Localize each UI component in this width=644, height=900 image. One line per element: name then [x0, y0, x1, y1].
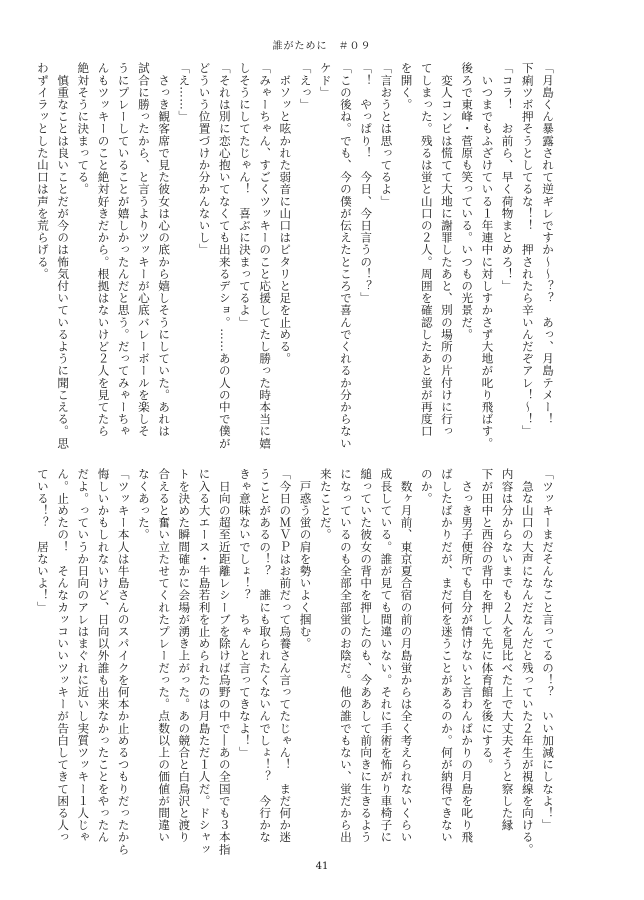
- text-column: に入る大エース・牛島若利を止められたのは月島ただ１人だ。ドシャッ: [197, 468, 212, 856]
- text-column: んもツッキーのこと絶対好きだから。根拠はないけど２人を見てたら: [96, 62, 111, 438]
- text-column: 急な山口の大声になんだなんだと残っていた２年生が視線を向ける。: [520, 468, 535, 856]
- text-column: ボソッと呟かれた弱音に山口はピタリと足を止める。: [278, 62, 293, 365]
- text-column: しそうにしてたじゃん！ 喜ぶに決まってるよ」: [237, 62, 252, 329]
- text-column: わずイラッとした山口は声を荒らげる。: [35, 62, 50, 280]
- text-column: 「えっ」: [298, 62, 313, 111]
- text-column: どういう位置づけか分かんないし」: [197, 62, 212, 256]
- text-column: 縋っていた彼女の背中を押したのも、今ああして前向きに生きるよう: [359, 468, 374, 844]
- text-column: いつまでもふざけている１年連中に対しすかさず大地が叱り飛ばす。: [480, 62, 495, 450]
- text-column: 成長している。誰が見ても間違いない。それに手術を怖がり車椅子に: [379, 468, 394, 844]
- text-column: ばしたばかりだが、まだ何を迷うことがあるのか。何が納得できない: [439, 468, 454, 844]
- text-column: 「今日のＭＶＰはお前だって烏養さん言ってたじゃん！ まだ何か迷: [278, 468, 293, 844]
- text-column: 慎重なことは良いことだが今のは怖気付いているように聞こえる。思: [56, 62, 71, 450]
- text-block-lower: [35, 468, 558, 856]
- text-column: 後ろで東峰・菅原も笑っている。いつもの光景だ。: [460, 62, 475, 341]
- text-column: 「コラ！ お前ら、早く荷物まとめろ！」: [500, 62, 515, 292]
- text-column: になっているのも全部全部蛍のお陰だ。他の誰でもない、蛍だから出: [338, 468, 353, 844]
- text-column: うにプレーしていることが嬉しかったんだと思う。だってみゃーちゃ: [116, 62, 131, 438]
- text-column: ている！？ 居ないよ！」: [35, 468, 50, 614]
- text-column: 変人コンビは慌てて大地に謝罪したあと、別の場所の片付けに行っ: [439, 62, 454, 438]
- text-column: 「ツッキーまだそんなこと言ってるの！？ いい加減にしなよ！」: [541, 468, 555, 831]
- text-column: 来たことだ。: [318, 468, 333, 541]
- text-column: 日向の超至近距離レシーブを除けば烏野の中で―あの全国でも３本指: [217, 468, 232, 856]
- text-column: ケド」: [318, 62, 333, 99]
- text-column: さっき観客席で見た彼女は心の底から嬉しそうにしていた。あれは: [157, 62, 172, 438]
- page-number: 41: [315, 861, 329, 872]
- text-column: なくあった。: [136, 468, 151, 541]
- text-column: 悔しいかもしれないけど、日向以外誰も出来なかったことをやったん: [96, 468, 111, 844]
- text-column: 「この後ね。でも、今の僕が伝えたところで喜んでくれるか分からない: [338, 62, 353, 450]
- text-column: ん。止めたの！ そんなカッコいいツッキーが告白してきて困る人っ: [56, 468, 71, 844]
- text-column: 「月島くん暴露されて逆ギレですか〜〜？？ あっ、月島テメー！: [541, 62, 555, 425]
- text-column: 「え……」: [177, 62, 192, 123]
- text-column: トを決めた瞬間確かに会場が湧き上がった。あの競合と白鳥沢と渡り: [177, 468, 192, 844]
- text-column: 下が田中と西谷の背中を押して先に体育館を後にする。: [480, 468, 495, 771]
- text-column: 内容は分からないまでも２人を見比べた上で大丈夫そうと察した縁: [500, 468, 515, 831]
- text-block-upper: [35, 62, 558, 450]
- text-column: 合えると奮い立たせてくれたプレーだった。点数以上の価値が間違い: [157, 468, 172, 844]
- text-column: 「！ やっぱり！ 今日、今日言うの！？」: [359, 62, 374, 304]
- text-column: 「みゃーちゃん、すごくツッキーのこと応援してたし勝った時本当に嬉: [258, 62, 273, 450]
- text-column: てしまった。残るは蛍と山口の２人。周囲を確認したあと蛍が再度口: [419, 62, 434, 438]
- text-column: 「それは別に恋心抱いてなくても出来るデショ。……あの人の中で僕が: [217, 62, 232, 450]
- text-column: さっき男子便所でも自分が情けないと言わんばかりの月島を叱り飛: [460, 468, 475, 844]
- text-column: 数ヶ月前、東京夏合宿の前の月島蛍からは全く考えられないくらい: [399, 468, 414, 844]
- text-column: を開く。: [399, 62, 414, 111]
- text-column: きゃ意味ないでしょ！？ ちゃんと言ってきなよ！」: [237, 468, 252, 759]
- text-column: 「言おうとは思ってるよ」: [379, 62, 394, 208]
- running-head-title: 誰がために ＃０９: [272, 41, 372, 52]
- text-column: 戸惑う蛍の肩を勢いよく掴む。: [298, 468, 313, 650]
- text-column: 「ツッキー本人は牛島さんのスパイクを何本か止めるつもりだったから: [116, 468, 131, 856]
- text-column: 試合に勝ったから、と言うよりツッキーが心底バレーボールを楽しそ: [136, 62, 151, 438]
- text-column: のか。: [419, 468, 434, 505]
- text-column: 絶対そうに決まってる。: [76, 62, 91, 196]
- text-column: 下痢ツボ押そうとしてるな！！ 押されたら辛いんだぞアレ！〜！」: [520, 62, 535, 438]
- text-column: うことがあるの！？ 誰にも取られたくないんでしょ！？ 今行かな: [258, 468, 273, 844]
- text-column: だよ。っていうか日向のアレはまぐれに近いし実質ツッキー１人じゃ: [76, 468, 91, 844]
